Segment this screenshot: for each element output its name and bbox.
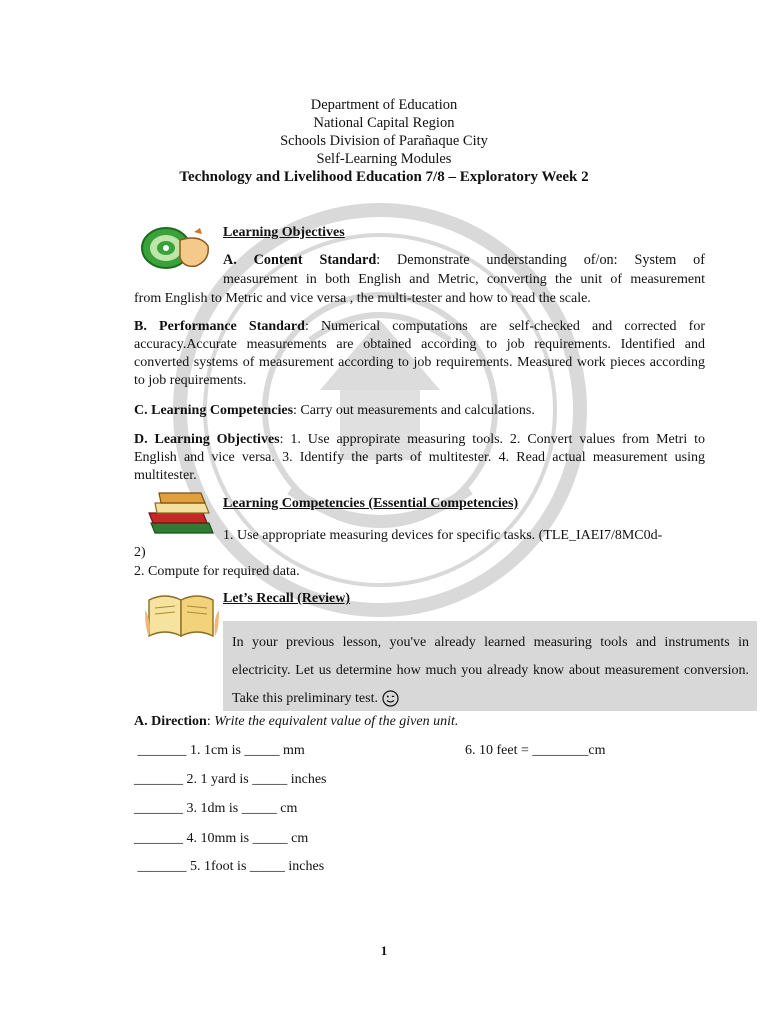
- performance-standard: [134, 318, 705, 390]
- content-standard-text-1: : Demonstrate understanding of/on: System of: [376, 252, 705, 268]
- learning-competencies: [134, 402, 535, 420]
- review-text: In your previous lesson, you've already learned measuring tools and instruments in electricity. Let us determine how much you already know about measurement conversion. Take this preliminary test.: [232, 635, 749, 706]
- objectives-heading: Learning Objectives: [223, 225, 345, 240]
- open-book-icon: [143, 590, 221, 642]
- content-standard-label: A. Content Standard: [223, 252, 377, 268]
- direction-text: Write the equivalent value of the given unit.: [214, 714, 459, 729]
- learning-objectives-d-label: D. Learning Objectives: [134, 432, 280, 447]
- content-standard-line-2: measurement in both English and Metric, converting the unit of measurement: [223, 272, 705, 287]
- learning-objectives-d-text: : 1. Use appropirate measuring tools. 2. Convert values from Metri to English and vice versa. 3. Identify the parts of multitester. 4. Read actual measurement using multitester.: [134, 432, 705, 483]
- performance-standard-text: : Numerical computations are self-checked and corrected for accuracy.Accurate measurements are obtained according to job requirements. Identified and converted systems of measurement according to job requirements. Measured work pieces according to job requirements.: [134, 319, 705, 388]
- document-title: Technology and Livelihood Education 7/8 – Exploratory Week 2: [179, 169, 589, 185]
- target-hand-icon: [140, 226, 212, 272]
- performance-standard-label: B. Performance Standard: [134, 319, 305, 334]
- question-5: _______ 5. 1foot is _____ inches: [134, 859, 325, 874]
- direction: [134, 713, 458, 731]
- header-line-4: Self-Learning Modules: [316, 151, 452, 167]
- wink-smiley-icon: [382, 690, 399, 707]
- question-1: _______ 1. 1cm is _____ mm: [134, 743, 305, 758]
- question-2: _______ 2. 1 yard is _____ inches: [134, 772, 327, 787]
- review-paragraph: [223, 621, 757, 713]
- learning-objectives-d: [134, 431, 705, 485]
- competencies-heading: Learning Competencies (Essential Competencies): [223, 496, 519, 511]
- learning-competencies-label: C. Learning Competencies: [134, 403, 294, 418]
- books-stack-icon: [143, 487, 219, 539]
- question-6: 6. 10 feet = ________cm: [465, 743, 606, 758]
- direction-colon: :: [206, 714, 215, 729]
- question-3: _______ 3. 1dm is _____ cm: [134, 801, 298, 816]
- review-heading: Let’s Recall (Review): [223, 591, 350, 606]
- learning-competencies-text: : Carry out measurements and calculations.: [293, 403, 535, 418]
- document-header: [0, 96, 768, 186]
- content-standard-line-3: from English to Metric and vice versa , the multi-tester and how to read the scale.: [134, 291, 591, 306]
- competency-item-1: 1. Use appropriate measuring devices for specific tasks. (TLE_IAEI7/8MC0d-: [223, 528, 663, 543]
- header-line-2: National Capital Region: [313, 115, 455, 131]
- question-4: _______ 4. 10mm is _____ cm: [134, 831, 309, 846]
- header-line-3: Schools Division of Parañaque City: [280, 133, 488, 149]
- review-box: [223, 621, 757, 711]
- competency-item-2: 2. Compute for required data.: [134, 564, 300, 579]
- direction-label: A. Direction: [134, 714, 207, 729]
- page-number: 1: [380, 943, 388, 958]
- competency-item-1-cont: 2): [134, 545, 146, 560]
- content-standard-line-1: [223, 251, 705, 269]
- header-line-1: Department of Education: [310, 97, 458, 113]
